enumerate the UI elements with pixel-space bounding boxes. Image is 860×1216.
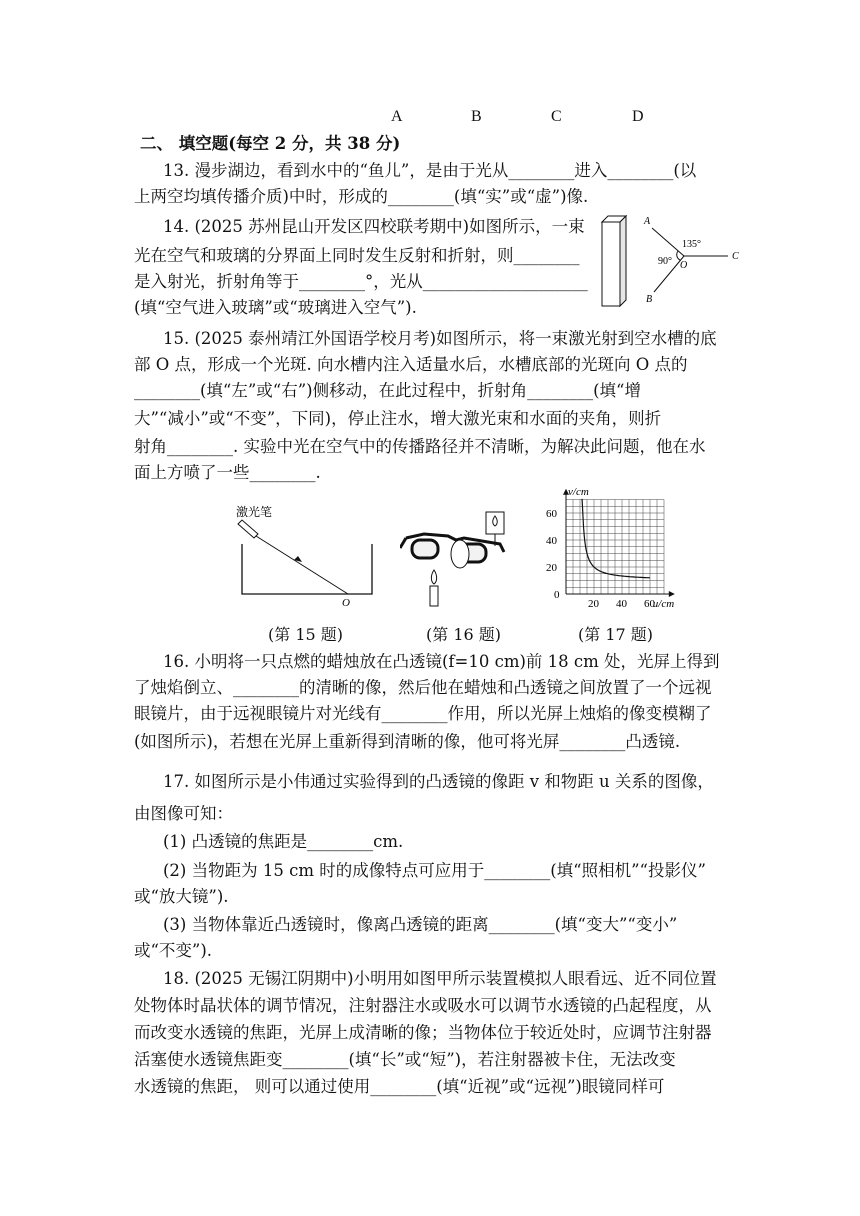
ray-ao — [652, 228, 684, 256]
q17-line2: 由图像可知： — [134, 804, 233, 823]
q17-sub3-cont: 或“不变”). — [134, 941, 213, 960]
caption-q17: (第 17 题) — [578, 625, 654, 644]
q17-line1: 17. 如图所示是小伟通过实验得到的凸透镜的像距 v 和物距 u 关系的图像， — [163, 772, 714, 791]
q18-line3: 而改变水透镜的焦距，光屏上成清晰的像；当物体位于较近处时，应调节注射器 — [134, 1023, 712, 1042]
q16-figure — [400, 508, 530, 612]
q14-line3: 是入射光，折射角等于________°，光从____________________ — [134, 272, 588, 291]
q15-line1: 15. (2025 泰州靖江外国语学校月考)如图所示，将一束激光射到空水槽的底 — [163, 329, 717, 348]
q16-line3: 眼镜片，由于远视眼镜片对光线有________作用，所以光屏上烛焰的像变模糊了 — [134, 704, 712, 723]
q17-graph — [536, 488, 676, 614]
q15-figure — [228, 498, 378, 610]
x-axis-arrow — [669, 591, 675, 597]
q18-line2: 处物体时晶状体的调节情况，注射器注水或吸水可以调节水透镜的凸起程度，从 — [134, 996, 712, 1015]
caption-q15: (第 15 题) — [268, 625, 344, 644]
q16-line2: 了烛焰倒立、________的清晰的像，然后他在蜡烛和凸透镜之间放置了一个远视 — [134, 678, 712, 697]
y-tick-label: 40 — [546, 535, 557, 547]
laser-pen-label: 激光笔 — [236, 505, 273, 519]
q18-line4: 活塞使水透镜焦距变________(填“长”或“短”)，若注射器被卡住，无法改变 — [134, 1050, 676, 1069]
q14-line1: 14. (2025 苏州昆山开发区四校联考期中)如图所示，一束 — [163, 217, 585, 236]
q16-line1: 16. 小明将一只点燃的蜡烛放在凸透镜(f=10 cm)前 18 cm 处，光屏上得到 — [163, 652, 720, 671]
q16-line4: (如图所示)，若想在光屏上重新得到清晰的像，他可将光屏________凸透镜. — [134, 732, 681, 751]
q14-line2: 光在空气和玻璃的分界面上同时发生反射和折射，则________ — [134, 246, 580, 265]
q18-line1: 18. (2025 无锡江阴期中)小明用如图甲所示装置模拟人眼看远、近不同位置 — [163, 969, 717, 988]
y-tick-label: 20 — [546, 562, 557, 574]
origin-label: 0 — [554, 589, 560, 601]
q14-figure — [596, 210, 746, 310]
choice-b: B — [471, 108, 482, 125]
y-axis-label: v/cm — [568, 488, 589, 498]
q15-line5: 射角________. 实验中光在空气中的传播路径并不清晰，为解决此问题，他在水 — [134, 437, 706, 456]
glasses-lens-left — [412, 540, 438, 558]
label-o: O — [680, 260, 688, 271]
q17-sub2: (2) 当物距为 15 cm 时的成像特点可应用于________(填“照相机”“投影仪” — [163, 861, 706, 880]
label-135: 135° — [682, 239, 701, 250]
label-c: C — [732, 251, 739, 262]
label-b: B — [646, 294, 653, 305]
q17-sub3: (3) 当物体靠近凸透镜时，像离凸透镜的距离________(填“变大”“变小” — [163, 915, 678, 934]
q18-line5: 水透镜的焦距， 则可以通过使用________(填“近视”或“远视”)眼镜同样可 — [134, 1077, 665, 1096]
q13-line1: 13. 漫步湖边，看到水中的“鱼儿”，是由于光从________进入________(以 — [163, 161, 697, 180]
q13-line2: 上两空均填传播介质)中时，形成的________(填“实”或“虚”)像. — [134, 187, 589, 206]
q15-line2: 部 O 点，形成一个光斑. 向水槽内注入适量水后，水槽底部的光斑向 O 点的 — [134, 355, 688, 374]
q15-line6: 面上方喷了一些________. — [134, 463, 321, 482]
glass-block-side — [620, 216, 626, 306]
glasses-temple — [400, 538, 406, 548]
candle-flame — [431, 570, 436, 584]
caption-q16: (第 16 题) — [426, 625, 502, 644]
candle — [430, 586, 438, 606]
image-distance-curve — [581, 500, 650, 578]
choice-d: D — [632, 108, 644, 125]
q14-line4: (填“空气进入玻璃”或“玻璃进入空气”). — [134, 298, 417, 317]
glass-block — [602, 222, 620, 306]
convex-lens — [451, 540, 469, 568]
label-a: A — [644, 216, 651, 227]
q17-sub1: (1) 凸透镜的焦距是________cm. — [163, 832, 404, 851]
x-tick-label: 60 — [644, 598, 655, 610]
tank-o-label: O — [342, 597, 350, 609]
x-tick-label: 40 — [616, 598, 627, 610]
choice-c: C — [551, 108, 562, 125]
choice-a: A — [391, 108, 403, 125]
water-tank — [242, 544, 372, 594]
q17-sub2-cont: 或“放大镜”). — [134, 887, 229, 906]
q15-line4: 大”“减小”或“不变”，下同)，停止注水，增大激光束和水面的夹角，则折 — [134, 409, 662, 428]
x-axis-label: u/cm — [652, 598, 675, 610]
q15-line3: ________(填“左”或“右”)侧移动，在此过程中，折射角________(填“增 — [134, 381, 641, 400]
section-heading: 二、 填空题(每空 2 分，共 38 分) — [140, 134, 401, 153]
laser-pen — [238, 520, 258, 538]
y-tick-label: 60 — [546, 508, 557, 520]
label-90: 90° — [658, 256, 672, 267]
x-tick-label: 20 — [588, 598, 599, 610]
laser-beam — [256, 536, 348, 594]
